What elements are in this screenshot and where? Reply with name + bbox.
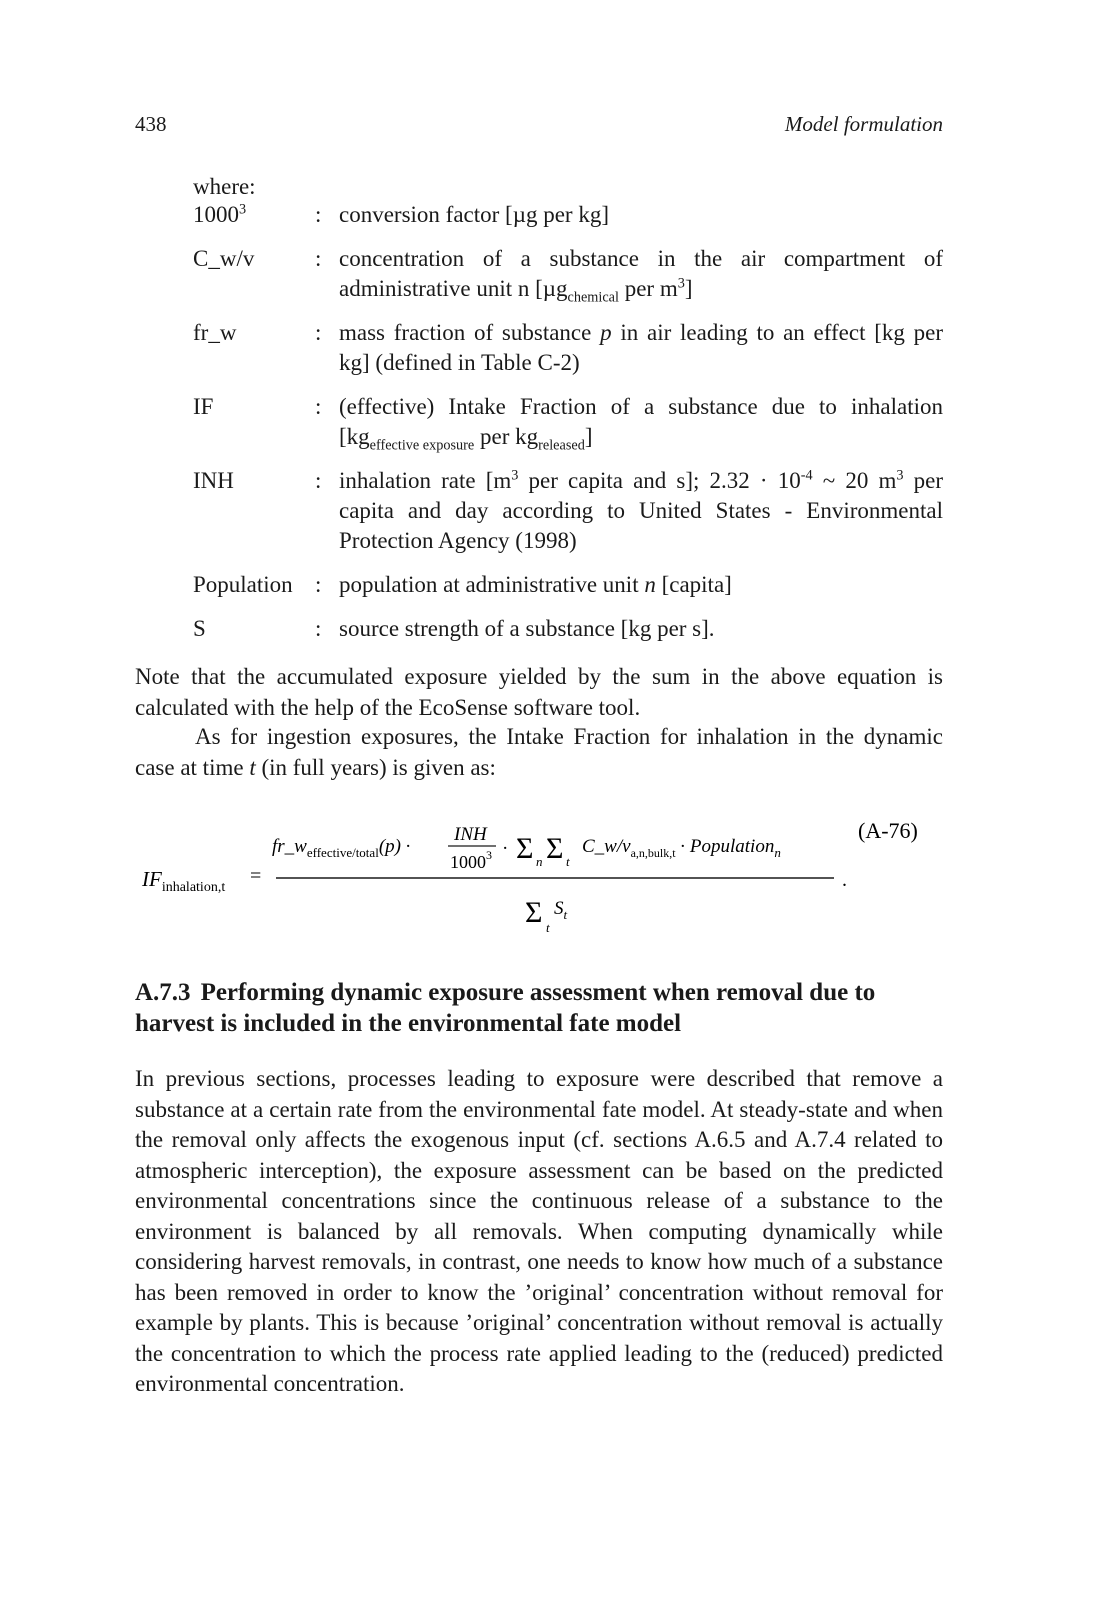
eq-period: . — [842, 869, 847, 891]
definition-row — [193, 614, 943, 644]
definition-colon: : — [315, 572, 322, 597]
definition-description: concentration of a substance in the air compartment of administrative unit n [µg$_{chemical}$ per $m^3$] — [339, 246, 943, 306]
definition-colon: : — [315, 616, 322, 641]
definition-term: fr_w — [193, 320, 237, 345]
section-title: Performing dynamic exposure assessment when removal due to harvest is included in the environmental fate model — [135, 979, 876, 1037]
definition-term: IF — [193, 394, 214, 419]
page-number: 438 — [135, 112, 167, 136]
section-number: A.7.3 — [135, 979, 191, 1006]
definition-term: C_w/v — [193, 246, 255, 271]
harvest-paragraph: In previous sections, processes leading to exposure were described that remove a substance at a certain rate from the environmental fate model. At steady-state and when the removal only affects the exogenous input (cf. sections A.6.5 and A.7.4 related to atmospheric interception), the exposure assessment can be based on the predicted environmental concentrations since the continuous release of a substance to the environment is balanced by all removals. When computing dynamically while considering harvest removals, in contrast, one needs to know how much of a substance has been removed in order to know the ’original’ concentration without removal for example by plants. This is because ’original’ concentration without removal is actually the concentration to which the process rate applied leading to the (reduced) predicted environmental concentration. — [135, 1066, 943, 1396]
eq-equals: = — [250, 865, 262, 887]
definition-row — [193, 570, 943, 600]
equation-a76 — [130, 810, 950, 940]
eq-index-t: t — [566, 854, 570, 869]
definition-description: inhalation rate [$m^3$ per capita and s]; $2.32 \cdot 10^{-4}$ ~ 20 $m^3$ per capita and day according to United States - Environmental Protection Agency (1998) — [339, 467, 943, 553]
definition-row — [193, 392, 943, 452]
note-paragraph: Note that the accumulated exposure yielded by the sum in the above equation is calculated with the help of the EcoSense software tool. — [135, 664, 943, 720]
definition-colon: : — [315, 394, 322, 419]
eq-sum-t: Σ — [546, 832, 564, 865]
definition-colon: : — [315, 320, 322, 345]
where-label: where: — [193, 174, 256, 199]
eq-index-n: n — [536, 854, 543, 869]
running-head: Model formulation — [784, 112, 943, 136]
definition-description: mass fraction of substance p in air leading to an effect [kg per kg] (defined in Table C-2) — [339, 320, 944, 375]
eq-sum-n: Σ — [516, 832, 534, 865]
eq-dot-2: · — [502, 838, 509, 859]
section-heading — [135, 977, 943, 1039]
definition-description: population at administrative unit n [capita] — [339, 572, 732, 597]
definition-colon: : — [315, 468, 322, 493]
definition-term: INH — [193, 468, 234, 493]
definition-term: Population — [193, 572, 293, 597]
definition-term: 1000$^3$ — [193, 201, 247, 227]
eq-den-index: t — [546, 920, 550, 935]
definition-row — [193, 466, 943, 556]
definition-colon: : — [315, 246, 322, 271]
definition-description: conversion factor [µg per kg] — [339, 202, 609, 227]
eq-cwv: $C\_w/v_{a,n,bulk,t}$ · Population$_n$ — [582, 836, 781, 860]
definition-row — [193, 318, 943, 378]
definition-row — [193, 244, 943, 304]
definition-list — [193, 200, 943, 644]
eq-inh: INH — [454, 824, 487, 845]
definition-colon: : — [315, 202, 322, 227]
definition-description: (effective) Intake Fraction of a substance due to inhalation [$kg_{effective exposure}$ per $kg_{released}$] — [339, 394, 943, 454]
eq-frw: $fr\_w_{effective/total}(p)$ · — [272, 836, 412, 860]
dynamic-case-paragraph: As for ingestion exposures, the Intake Fraction for inhalation in the dynamic case at time t (in full years) is given as: — [135, 724, 943, 780]
eq-den-s: $S_t$ — [554, 898, 568, 922]
eq-1000: 1000$^3$ — [450, 848, 492, 872]
eq-den-sum: Σ — [525, 896, 543, 929]
definition-term: S — [193, 616, 206, 641]
eq-lhs: $IF_{inhalation,t}$ — [142, 867, 226, 895]
equation-number: (A-76) — [858, 818, 918, 843]
definition-row — [193, 200, 943, 230]
definition-description: source strength of a substance [kg per s]. — [339, 616, 715, 641]
